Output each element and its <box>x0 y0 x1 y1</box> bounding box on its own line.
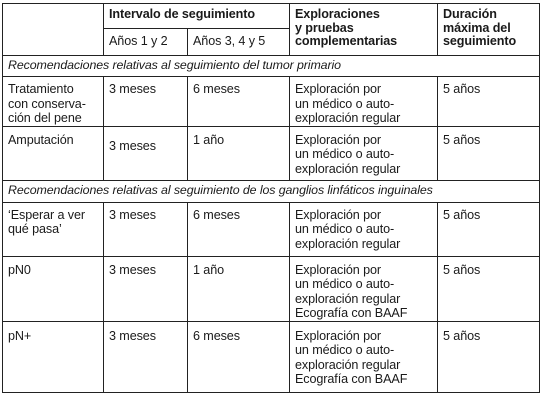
header-empty-cell <box>3 4 104 56</box>
section-row-lymph-nodes <box>3 180 540 202</box>
section-title: Recomendaciones relativas al seguimiento de los ganglios linfáticos inguinales <box>3 180 540 202</box>
row-label: ‘Esperar a ver qué pasa’ <box>3 202 104 256</box>
cell-max-duration: 5 años <box>438 202 540 256</box>
follow-up-table <box>2 3 540 393</box>
cell-exams: Exploración por un médico o auto- exploración regular <box>290 77 438 127</box>
cell-years-1-2: 3 meses <box>104 256 188 321</box>
header-exams: Exploraciones y pruebas complementarias <box>290 4 438 56</box>
row-label: pN+ <box>3 321 104 392</box>
cell-years-3-4-5: 6 meses <box>188 202 290 256</box>
cell-years-3-4-5: 1 año <box>188 256 290 321</box>
cell-max-duration: 5 años <box>438 77 540 127</box>
cell-exams: Exploración por un médico o auto- exploración regular <box>290 126 438 180</box>
cell-years-3-4-5: 6 meses <box>188 321 290 392</box>
table-row <box>3 126 540 180</box>
row-label: pN0 <box>3 256 104 321</box>
header-row-1 <box>3 4 540 29</box>
cell-years-3-4-5: 1 año <box>188 126 290 180</box>
header-years-3-4-5: Años 3, 4 y 5 <box>188 29 290 56</box>
cell-exams: Exploración por un médico o auto- exploración regular Ecografía con BAAF <box>290 256 438 321</box>
row-label: Tratamiento con conserva- ción del pene <box>3 77 104 127</box>
cell-exams: Exploración por un médico o auto- exploración regular <box>290 202 438 256</box>
cell-exams: Exploración por un médico o auto- exploración regular Ecografía con BAAF <box>290 321 438 392</box>
header-interval-group: Intervalo de seguimiento <box>104 4 290 29</box>
cell-years-1-2: 3 meses <box>104 126 188 180</box>
header-max-duration: Duración máxima del seguimiento <box>438 4 540 56</box>
section-row-primary-tumor <box>3 56 540 77</box>
cell-years-1-2: 3 meses <box>104 321 188 392</box>
table-row <box>3 256 540 321</box>
cell-years-1-2: 3 meses <box>104 202 188 256</box>
table-row <box>3 321 540 392</box>
table-row <box>3 202 540 256</box>
table-row <box>3 77 540 127</box>
section-title: Recomendaciones relativas al seguimiento del tumor primario <box>3 56 540 77</box>
row-label: Amputación <box>3 126 104 180</box>
cell-years-3-4-5: 6 meses <box>188 77 290 127</box>
cell-max-duration: 5 años <box>438 256 540 321</box>
cell-max-duration: 5 años <box>438 321 540 392</box>
cell-max-duration: 5 años <box>438 126 540 180</box>
header-years-1-2: Años 1 y 2 <box>104 29 188 56</box>
cell-years-1-2: 3 meses <box>104 77 188 127</box>
